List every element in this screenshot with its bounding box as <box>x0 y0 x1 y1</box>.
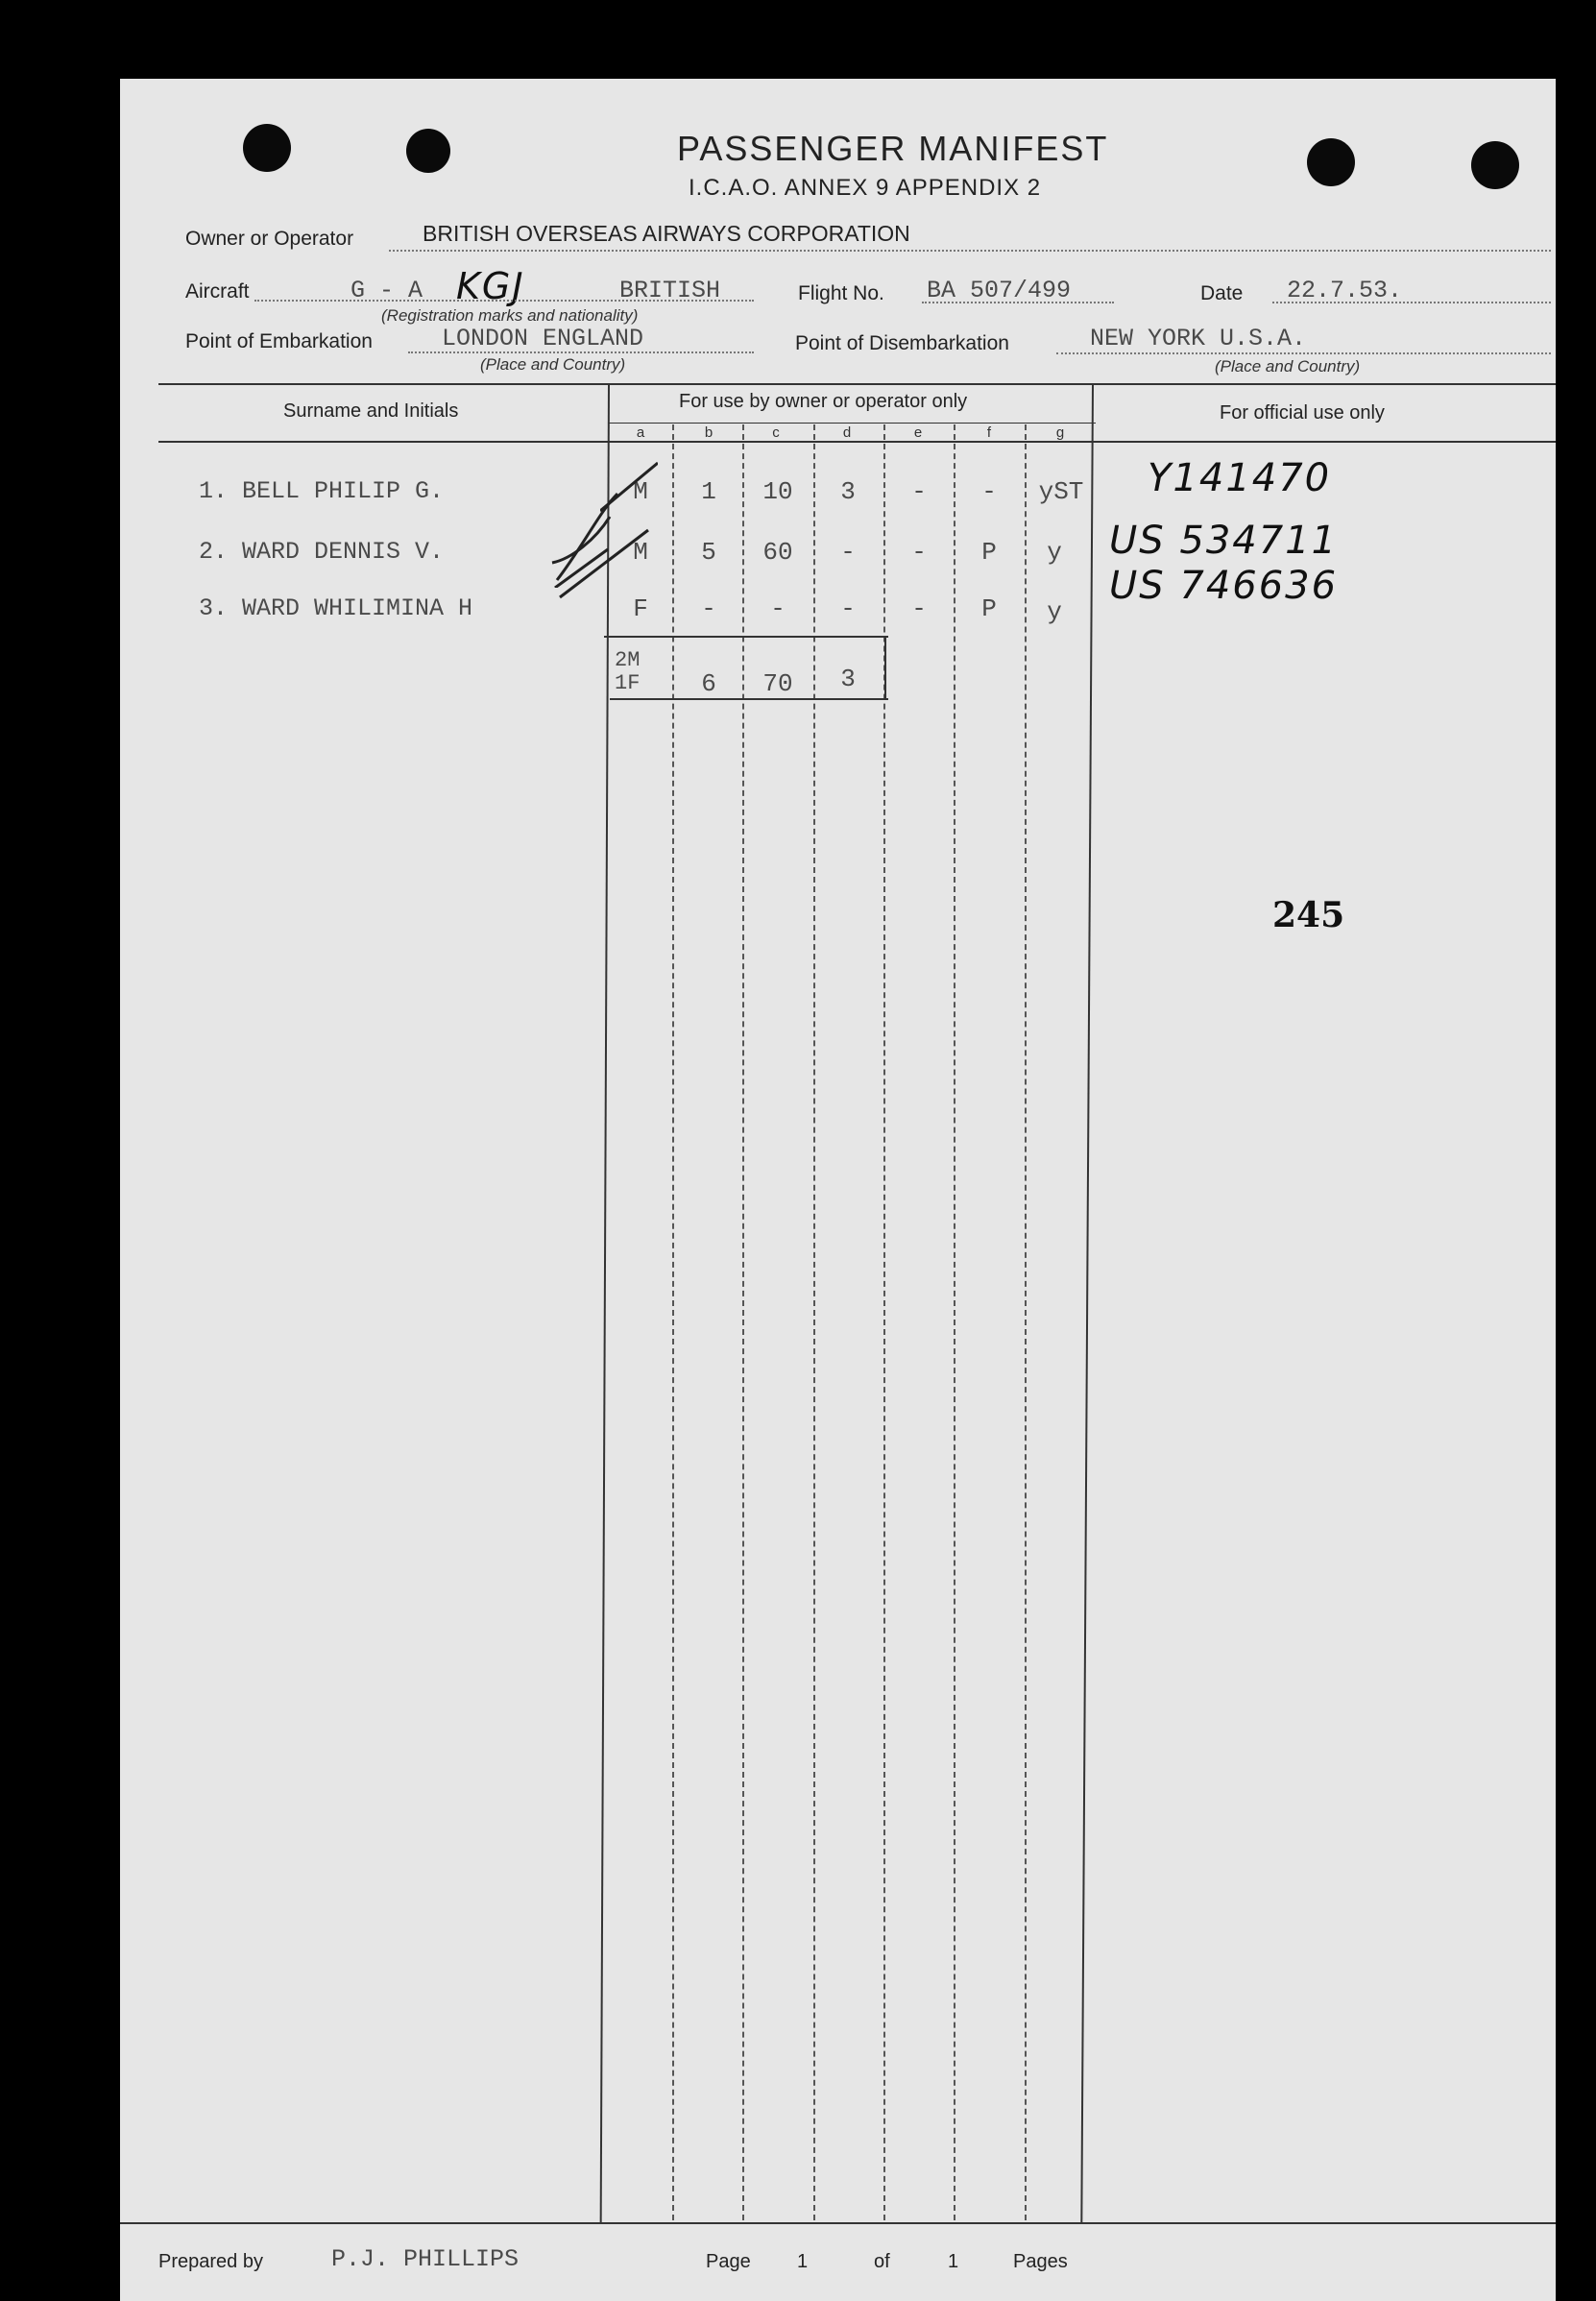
flight-label: Flight No. <box>798 282 884 304</box>
totals-a-top: 2M <box>615 648 641 672</box>
col-divider <box>742 424 744 2220</box>
check-mark <box>600 458 658 516</box>
official-entry: US 534711 <box>1109 519 1339 563</box>
manifest-sheet <box>120 79 1556 2301</box>
cell-d: - <box>840 538 856 567</box>
surname-header: Surname and Initials <box>283 400 459 422</box>
table-top-rule <box>158 383 1556 385</box>
pages-label: Pages <box>1013 2251 1068 2272</box>
totals-d: 3 <box>840 665 856 693</box>
cell-g: y <box>1047 538 1062 567</box>
operator-subheader-rule <box>608 423 1096 424</box>
disembarkation-note: (Place and Country) <box>1215 357 1361 375</box>
cell-c: - <box>770 594 786 623</box>
passenger-name: 2. WARD DENNIS V. <box>199 538 445 566</box>
date-dotline <box>1272 302 1551 303</box>
embarkation-dotline <box>408 351 754 353</box>
cell-b: 5 <box>701 538 716 567</box>
owner-value: BRITISH OVERSEAS AIRWAYS CORPORATION <box>423 221 910 246</box>
page-total: 1 <box>948 2251 959 2272</box>
col-letter-c: c <box>772 424 780 441</box>
page-label: Page <box>706 2251 751 2272</box>
totals-right-rule <box>884 636 886 699</box>
punch-hole <box>243 124 291 172</box>
cell-e: - <box>911 477 927 506</box>
cell-a: M <box>633 477 648 506</box>
prepared-by-label: Prepared by <box>158 2251 263 2272</box>
cell-d: - <box>840 594 856 623</box>
prepared-by-value: P.J. PHILLIPS <box>331 2245 520 2273</box>
disembarkation-value: NEW YORK U.S.A. <box>1090 325 1307 352</box>
of-label: of <box>874 2251 890 2272</box>
passenger-name: 1. BELL PHILIP G. <box>199 477 445 505</box>
cell-g: yST <box>1038 477 1084 506</box>
cell-c: 60 <box>762 538 793 567</box>
cell-f: P <box>981 538 997 567</box>
page-title: PASSENGER MANIFEST <box>677 129 1109 168</box>
aircraft-nationality: BRITISH <box>619 277 721 304</box>
totals-bottom-rule <box>610 698 888 700</box>
cell-g: y <box>1047 597 1062 626</box>
cell-d: 3 <box>840 477 856 506</box>
passenger-name: 3. WARD WHILIMINA H <box>199 594 473 622</box>
flight-dotline <box>922 302 1114 303</box>
date-label: Date <box>1200 282 1244 304</box>
stamp-number: 245 <box>1272 895 1345 935</box>
footer-rule <box>120 2222 1556 2224</box>
totals-a-bottom: 1F <box>615 671 641 695</box>
disembarkation-dotline <box>1056 352 1551 354</box>
punch-hole <box>1471 141 1519 189</box>
col-letter-a: a <box>636 424 645 441</box>
col-divider <box>813 424 815 2220</box>
aircraft-handwritten-registration: KGJ <box>456 265 525 307</box>
col-divider <box>954 424 955 2220</box>
embarkation-value: LONDON ENGLAND <box>442 325 644 352</box>
punch-hole <box>1307 138 1355 186</box>
official-entry: Y141470 <box>1148 456 1332 500</box>
cell-b: - <box>701 594 716 623</box>
col-letter-b: b <box>704 424 713 441</box>
totals-c: 70 <box>762 669 793 698</box>
embarkation-note: (Place and Country) <box>480 355 626 374</box>
col-divider <box>600 384 610 2222</box>
cell-b: 1 <box>701 477 716 506</box>
date-value: 22.7.53. <box>1287 277 1403 304</box>
embarkation-label: Point of Embarkation <box>185 330 373 352</box>
owner-label: Owner or Operator <box>185 228 354 250</box>
page-number: 1 <box>797 2251 809 2272</box>
col-letter-e: e <box>913 424 923 441</box>
aircraft-dotline <box>254 300 754 302</box>
cell-a: F <box>633 594 648 623</box>
cell-a: M <box>633 538 648 567</box>
cell-e: - <box>911 594 927 623</box>
owner-dotline <box>389 250 1551 252</box>
col-letter-g: g <box>1055 424 1065 441</box>
aircraft-note: (Registration marks and nationality) <box>381 306 639 325</box>
cell-c: 10 <box>762 477 793 506</box>
cell-f: - <box>981 477 997 506</box>
cell-e: - <box>911 538 927 567</box>
totals-top-rule <box>604 636 888 638</box>
col-letter-f: f <box>986 424 992 441</box>
official-entry: US 746636 <box>1109 564 1339 608</box>
col-letter-d: d <box>842 424 852 441</box>
col-divider <box>1080 384 1094 2222</box>
aircraft-prefix: G - A <box>351 277 423 304</box>
totals-b: 6 <box>701 669 716 698</box>
col-divider <box>672 424 674 2220</box>
table-header-rule <box>158 441 1556 443</box>
punch-hole <box>406 129 450 173</box>
check-mark <box>557 525 663 602</box>
cell-f: P <box>981 594 997 623</box>
page-subtitle: I.C.A.O. ANNEX 9 APPENDIX 2 <box>689 175 1042 201</box>
official-header: For official use only <box>1220 402 1385 424</box>
flight-value: BA 507/499 <box>927 277 1072 304</box>
col-divider <box>1025 424 1027 2220</box>
operator-header: For use by owner or operator only <box>679 391 968 412</box>
disembarkation-label: Point of Disembarkation <box>795 332 1009 354</box>
aircraft-label: Aircraft <box>185 280 250 303</box>
